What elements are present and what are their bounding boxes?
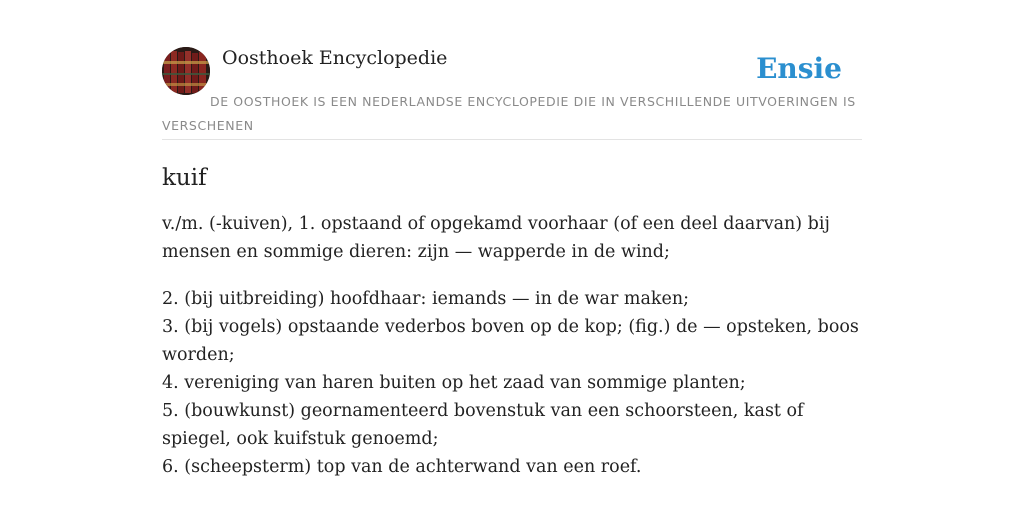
definition-intro: v./m. (-kuiven), 1. opstaand of opgekamd voorhaar (of een deel daarvan) bij mensen en sommige dieren: zijn — wapperde in de wind; (162, 214, 830, 262)
site-title[interactable]: Oosthoek Encyclopedie (222, 47, 448, 69)
definition-item: 6. (scheepsterm) top van de achterwand van een roef. (162, 457, 642, 477)
brand-logo[interactable]: Ensie (756, 52, 842, 85)
definition-item: 5. (bouwkunst) geornamenteerd bovenstuk van een schoorsteen, kast of spiegel, ook kuifstuk genoemd; (162, 401, 804, 449)
definition-item: 3. (bij vogels) opstaande vederbos boven op de kop; (fig.) de — opsteken, boos worden; (162, 317, 859, 365)
site-tagline: DE OOSTHOEK IS EEN NEDERLANDSE ENCYCLOPEDIE DIE IN VERSCHILLENDE UITVOERINGEN IS VERSCHENEN (162, 94, 856, 133)
avatar[interactable] (162, 47, 210, 95)
definition-item: 4. vereniging van haren buiten op het zaad van sommige planten; (162, 373, 746, 393)
definition-list (162, 285, 862, 481)
definition-item: 2. (bij uitbreiding) hoofdhaar: iemands — in de war maken; (162, 289, 690, 309)
book-spines-icon (162, 47, 210, 95)
entry-content (162, 160, 862, 481)
site-header (162, 46, 862, 140)
entry-term: kuif (162, 165, 207, 191)
